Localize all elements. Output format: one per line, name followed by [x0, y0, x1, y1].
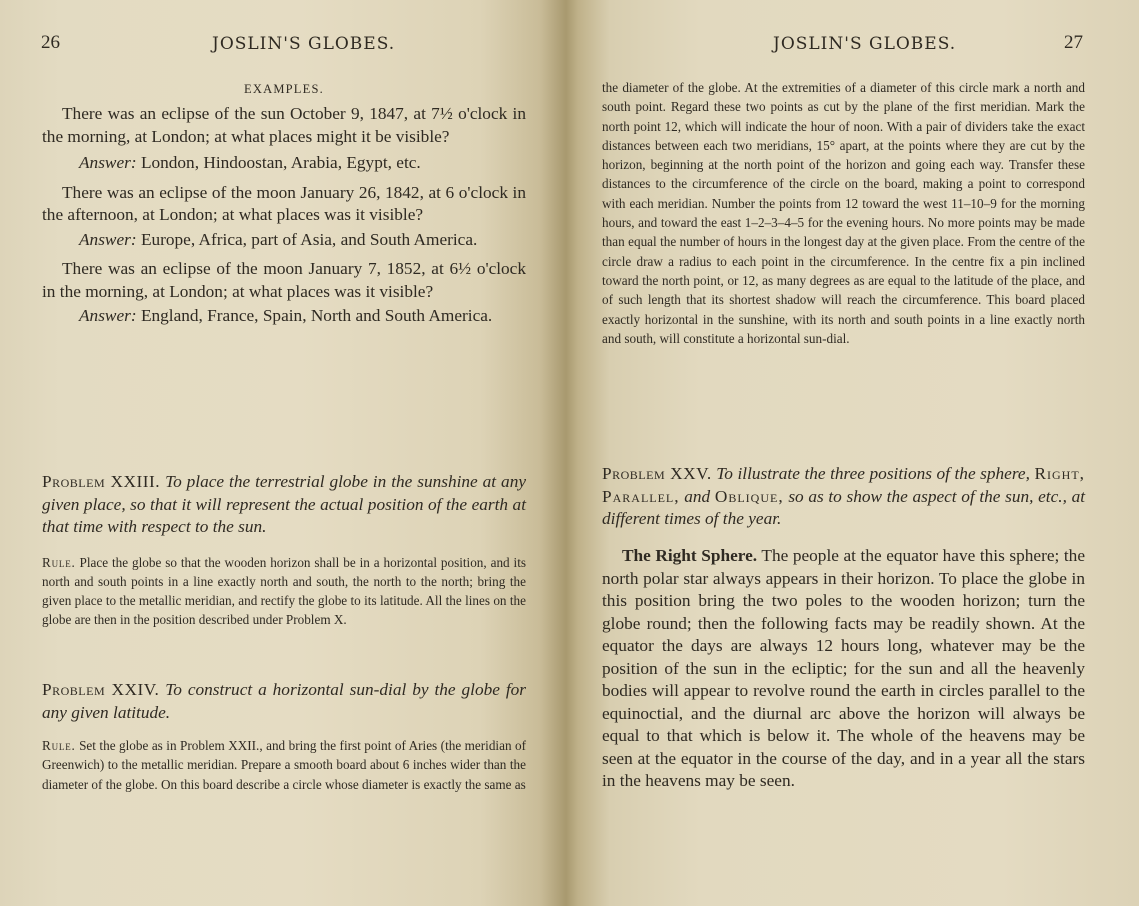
problem-24 — [42, 679, 526, 794]
left-page — [0, 0, 566, 906]
running-head: JOSLIN'S GLOBES. — [773, 34, 957, 54]
problem-heading — [42, 679, 526, 724]
answer-label: Answer: — [79, 229, 137, 249]
rule-text: Set the globe as in Problem XXII., and bring the first point of Aries (the meridian of Greenwich) to the metallic meridian. Prepare a smooth board about 6 inches wider than the diameter of the globe. On this board describe a circle whose diameter is exactly the same as — [42, 738, 527, 792]
sphere-parallel: Parallel, — [602, 486, 680, 506]
problem-title: Problem XXIV. — [42, 680, 160, 699]
rule-label: Rule. — [42, 738, 76, 753]
page-number: 26 — [41, 32, 60, 53]
right-sphere-text: The people at the equator have this sphere; the north polar star always appears in their horizon. To place the globe in this position bring the two poles to the wooden horizon; turn the globe round; then the following facts may be readily shown. At the equator the days are always 12 hours long, whatever may be the position of the sun in the ecliptic; for the sun and all the heavenly bodies will appear to revolve round the earth in circles parallel to the equinoctial, and the diurnal arc above the horizon will always be equal to that which is below it. The whole of the heavens may be seen at the equator in the course of the day, and in a year all the stars in the heavens may be seen. — [602, 546, 1085, 790]
problem-25 — [602, 463, 1085, 531]
right-sphere-paragraph — [602, 545, 1085, 793]
sphere-right: Right, — [1034, 464, 1085, 483]
rule-text: Place the globe so that the wooden horizon shall be in a horizontal position, and its north and south points in a line exactly north and south, the north to the north; bring the given place to the metallic meridian, and rectify the globe to its latitude. All the lines on the globe are then in the position described under Problem X. — [42, 554, 527, 628]
continuation-text: the diameter of the globe. At the extremities of a diameter of this circle mark a north and south point. Regard these two points as cut by the plane of the first meridian. Mark the north point 12, which will indicate the hour of noon. With a pair of dividers take the exact distances between each two meridians, 15° apart, at the points where they are cut by the horizon, beginning at the north point of the horizon and going each way. Transfer these distances to the circumference of the circle on the board, making a point to correspond with each meridian. Number the points from 12 toward the west 11–10–9 for the morning hours, and toward the east 1–2–3–4–5 for the evening hours. No more points may be made than equal the number of hours in the longest day at the given place. From the centre of the circle draw a radius to each point in the circumference. In the centre fix a pin inclined toward the north point, or 12, as many degrees as are equal to the latitude of the place, and of such length that its shortest shadow will reach the circumference. This board placed exactly horizontal in the sunshine, with its north and south points in a line exactly north and south, will constitute a horizontal sun-dial. — [602, 80, 1085, 346]
sundial-continuation — [602, 78, 1085, 348]
answer-label: Answer: — [79, 306, 137, 325]
problem-title: Problem XXV. — [602, 464, 712, 483]
answer-text: England, France, Spain, North and South America. — [140, 306, 493, 325]
answer-text: Europe, Africa, part of Asia, and South America. — [140, 229, 478, 249]
page-number: 27 — [1064, 32, 1083, 53]
example-question: There was an eclipse of the moon January 7, 1852, at 6½ o'clock in the morning, at London; at what places was it visible? — [42, 259, 526, 301]
examples-section — [42, 82, 526, 328]
problem-rule — [42, 736, 526, 794]
problem-description: To construct a horizontal sun-dial by the globe for any given latitude. — [42, 680, 526, 722]
right-sphere-lead: The Right Sphere. — [622, 546, 758, 565]
example-question: There was an eclipse of the moon January 26, 1842, at 6 o'clock in the afternoon, at London; at what places was it visible? — [42, 182, 526, 224]
problem-title: Problem XXIII. — [42, 472, 161, 491]
running-head: JOSLIN'S GLOBES. — [212, 34, 396, 54]
right-page — [566, 0, 1139, 906]
problem-heading — [42, 471, 526, 539]
examples-heading: EXAMPLES. — [244, 82, 324, 96]
rule-label: Rule. — [42, 554, 76, 570]
problem-23 — [42, 471, 526, 630]
problem-description: To place the terrestrial globe in the sunshine at any given place, so that it will represent the actual position of the earth at that time with respect to the sun. — [42, 472, 527, 536]
answer-label: Answer: — [79, 153, 137, 172]
answer-text: London, Hindoostan, Arabia, Egypt, etc. — [140, 153, 421, 172]
sphere-oblique: Oblique, — [714, 486, 784, 506]
problem-heading — [602, 463, 1085, 531]
problem-rule — [42, 553, 526, 630]
example-question: There was an eclipse of the sun October 9, 1847, at 7½ o'clock in the morning, at London; at what places might it be visible? — [42, 104, 526, 146]
and-word: and — [684, 486, 711, 506]
problem-description: To illustrate the three positions of the sphere, — [716, 464, 1030, 483]
example-answer — [42, 152, 526, 175]
example-answer — [42, 305, 526, 328]
example-answer — [42, 229, 526, 252]
right-sphere-section — [602, 545, 1085, 793]
problem-description: so as to show the aspect of the sun, etc., at different times of the year. — [602, 486, 1086, 528]
